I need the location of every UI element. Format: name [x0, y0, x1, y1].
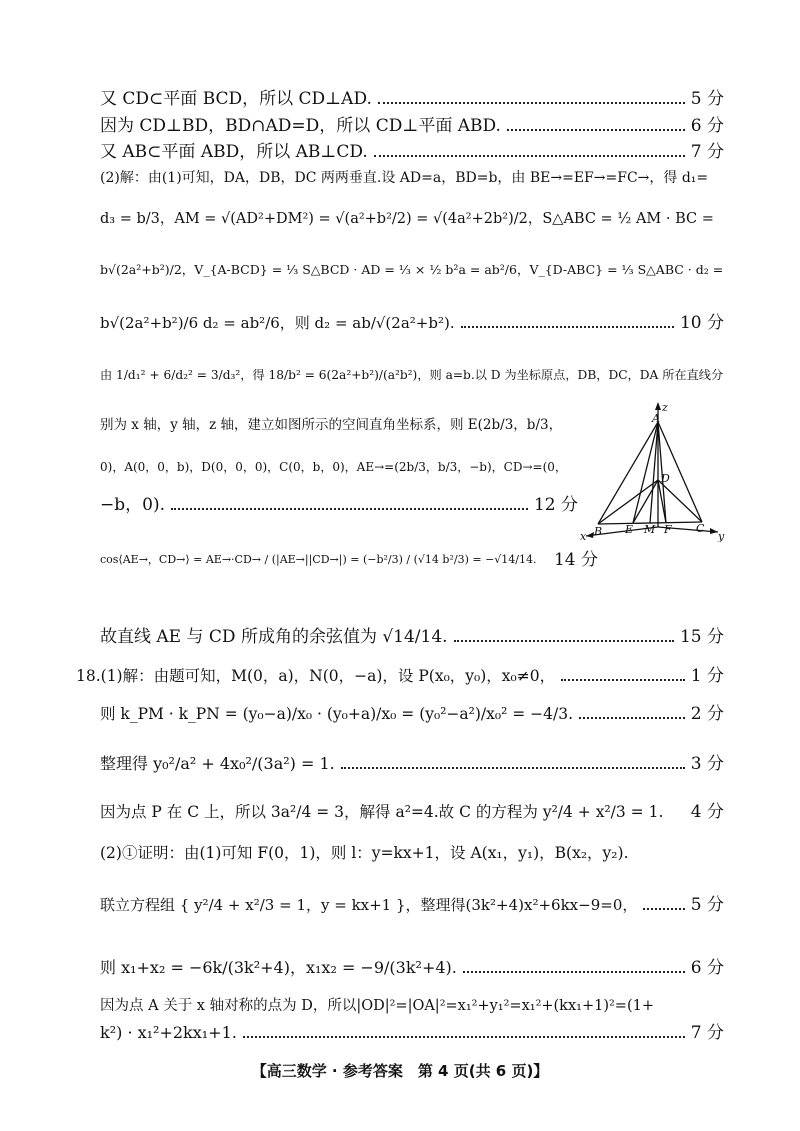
score: 5 分 [690, 89, 724, 109]
edge-DB [598, 480, 658, 524]
score: 3 分 [690, 754, 724, 774]
line-text: b√(2a²+b²)/2，V_{A-BCD} = ⅓ S△BCD · AD = ⅓ × ½ b²a = ab²/6，V_{D-ABC} = ⅓ S△ABC · d₂ = [100, 262, 724, 277]
pyramid-figure [578, 402, 728, 542]
line-text: 因为点 A 关于 x 轴对称的点为 D，所以|OD|²=|OA|²=x₁²+y₁²=x₁²+(kx₁+1)²=(1+ [100, 998, 654, 1014]
score: 1 分 [690, 666, 724, 686]
line-5 [0, 208, 800, 238]
line-text: 18.(1)解：由题可知，M(0，a)，N(0，−a)，设 P(x₀，y₀)，x₀≠0， [76, 667, 556, 685]
line-text: 则 x₁+x₂ = −6k/(3k²+4)，x₁x₂ = −9/(3k²+4). [100, 958, 457, 977]
score: 7 分 [690, 1023, 724, 1043]
line-text: 故直线 AE 与 CD 所成角的余弦值为 √14/14. [100, 627, 448, 647]
line-4 [0, 167, 800, 197]
line-8 [0, 364, 800, 394]
line-12 [0, 549, 800, 579]
line-text: 由 1/d₁² + 6/d₂² = 3/d₃²，得 18/b² = 6(2a²+b²)/(a²b²)，则 a=b.以 D 为坐标原点，DB，DC，DA 所在直线分 [100, 368, 724, 382]
line-14 [0, 665, 800, 695]
line-text: cos⟨AE→，CD→⟩ = AE→·CD→ / (|AE→||CD→|) = (−b²/3) / (√14 b²/3) = −√14/14. [100, 553, 537, 566]
line-text: d₃ = b/3，AM = √(AD²+DM²) = √(a²+b²/2) = √(4a²+2b²)/2，S△ABC = ½ AM · BC = [100, 211, 714, 227]
leader-dots [171, 508, 528, 510]
leader-dots [561, 679, 685, 681]
label-B: B [594, 525, 603, 538]
leader-dots [378, 102, 685, 104]
score: 6 分 [690, 958, 724, 978]
line-15 [0, 703, 800, 733]
score: 15 分 [679, 627, 724, 647]
score: 5 分 [690, 895, 724, 915]
line-1 [0, 88, 800, 118]
leader-dots [463, 971, 685, 973]
line-text: 别为 x 轴，y 轴，z 轴，建立如图所示的空间直角坐标系，则 E(2b/3，b/3， [100, 417, 563, 433]
leader-dots [579, 717, 685, 719]
score: 12 分 [533, 495, 578, 515]
line-text: 又 AB⊂平面 ABD，所以 AB⊥CD. [100, 142, 368, 162]
line-20 [0, 957, 800, 987]
label-F: F [664, 523, 672, 536]
label-D: D [661, 472, 670, 485]
line-22 [0, 1022, 800, 1052]
line-text: 因为点 P 在 C 上，所以 3a²/4 = 3，解得 a²=4.故 C 的方程为 y²/4 + x²/3 = 1. [100, 803, 664, 821]
line-text: k²) · x₁²+2kx₁+1. [100, 1023, 237, 1042]
label-z: z [662, 402, 668, 414]
leader-dots [341, 767, 685, 769]
line-17 [0, 801, 800, 831]
leader-dots [643, 908, 684, 910]
edge-AB [598, 422, 658, 524]
score: 10 分 [679, 313, 724, 333]
leader-dots [374, 155, 685, 157]
line-text: 则 k_PM · k_PN = (y₀−a)/x₀ · (y₀+a)/x₀ = (y₀²−a²)/x₀² = −4/3. [100, 705, 573, 723]
line-13 [0, 626, 800, 656]
label-A: A [652, 412, 660, 425]
score: 4 分 [690, 802, 724, 822]
score: 14 分 [553, 550, 598, 570]
label-M: M [644, 523, 656, 536]
line-text: −b，0). [100, 495, 165, 515]
score: 7 分 [690, 142, 724, 162]
leader-dots [243, 1036, 685, 1038]
score: 6 分 [690, 116, 724, 136]
line-text: 又 CD⊂平面 BCD，所以 CD⊥AD. [100, 89, 372, 109]
line-21 [0, 995, 800, 1025]
page-footer: 【高三数学 · 参考答案 第 4 页(共 6 页)】 [251, 1062, 549, 1080]
line-text: (2)解：由(1)可知，DA，DB，DC 两两垂直.设 AD=a，BD=b，由 BE→=EF→=FC→，得 d₁= [100, 170, 709, 186]
label-x: x [580, 530, 587, 542]
line-19 [0, 894, 800, 924]
leader-dots [507, 129, 685, 131]
leader-dots [461, 326, 674, 328]
leader-dots [454, 640, 674, 642]
line-text: 0)，A(0，0，b)，D(0，0，0)，C(0，b，0)，AE→=(2b/3，b/3，−b)，CD→=(0， [100, 460, 567, 474]
line-text: 整理得 y₀²/a² + 4x₀²/(3a²) = 1. [100, 754, 335, 773]
y-arrow-icon [710, 528, 718, 534]
z-arrow-icon [655, 402, 661, 410]
label-C: C [696, 522, 705, 535]
line-text: (2)①证明：由(1)可知 F(0，1)，则 l：y=kx+1，设 A(x₁，y₁)，B(x₂，y₂). [100, 844, 629, 862]
label-y: y [718, 530, 725, 542]
line-16 [0, 753, 800, 783]
label-E: E [625, 523, 634, 536]
line-text: 联立方程组 { y²/4 + x²/3 = 1，y = kx+1 }，整理得(3k²+4)x²+6kx−9=0， [100, 896, 638, 914]
edge-DE [633, 480, 658, 523]
line-text: b√(2a²+b²)/6 d₂ = ab²/6，则 d₂ = ab/√(2a²+b²). [100, 314, 455, 332]
score: 2 分 [690, 704, 724, 724]
line-6 [0, 259, 800, 289]
line-text: 因为 CD⊥BD，BD∩AD=D，所以 CD⊥平面 ABD. [100, 116, 501, 136]
line-18 [0, 842, 800, 872]
line-7 [0, 312, 800, 342]
x-arrow-icon [586, 532, 594, 538]
